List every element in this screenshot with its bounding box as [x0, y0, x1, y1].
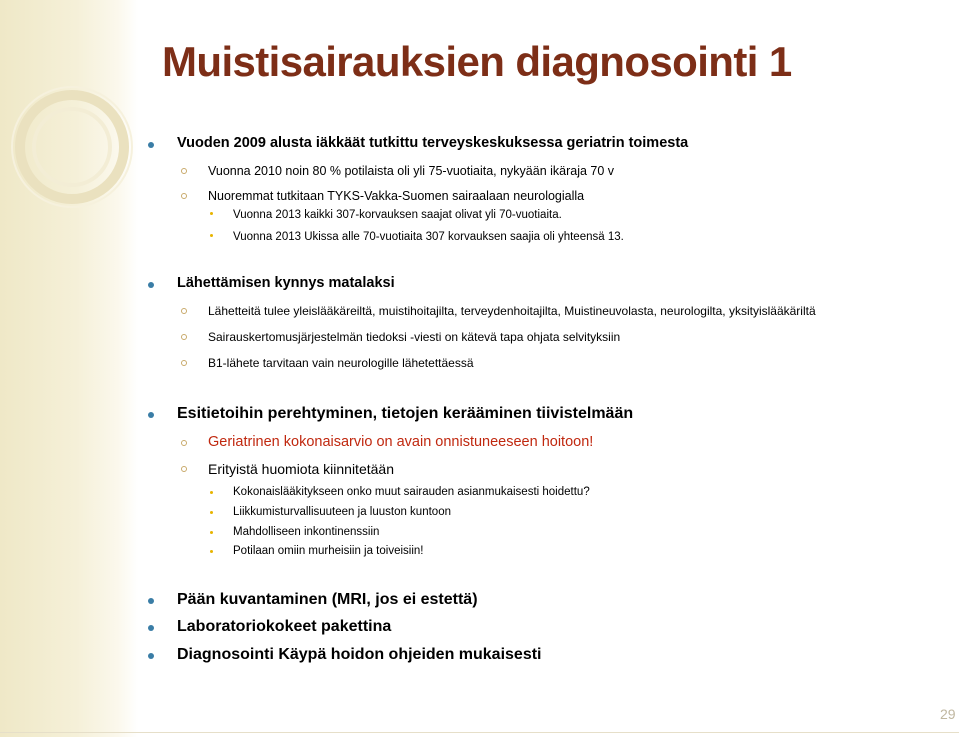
section1-item: Vuonna 2010 noin 80 % potilaista oli yli 75-vuotiaita, nykyään ikäraja 70 v: [208, 164, 615, 178]
bullet-level3: [210, 212, 213, 215]
section2-item: Lähetteitä tulee yleislääkäreiltä, muistihoitajilta, terveydenhoitajilta, Muistineuvolasta, neurologilta, yksityislääkäriltä: [208, 304, 816, 318]
bullet-level1: [148, 598, 154, 604]
section4-item: Diagnosointi Käypä hoidon ohjeiden mukaisesti: [177, 646, 542, 663]
section3-subitem: Potilaan omiin murheisiin ja toiveisiin!: [233, 545, 424, 557]
section1-item: Nuoremmat tutkitaan TYKS-Vakka-Suomen sairaalaan neurologialla: [208, 189, 585, 203]
section2-item: B1-lähete tarvitaan vain neurologille lähetettäessä: [208, 356, 474, 370]
section1-subitem: Vuonna 2013 kaikki 307-korvauksen saajat olivat yli 70-vuotiaita.: [233, 209, 562, 221]
bullet-level2: [181, 168, 187, 174]
section1-heading: Vuoden 2009 alusta iäkkäät tutkittu terveyskeskuksessa geriatrin toimesta: [177, 135, 689, 151]
section2-heading: Lähettämisen kynnys matalaksi: [177, 275, 395, 291]
bullet-level1: [148, 142, 154, 148]
bullet-level2: [181, 440, 187, 446]
bullet-level2: [181, 193, 187, 199]
bullet-level3: [210, 511, 213, 514]
bullet-level3: [210, 234, 213, 237]
section3-item: Erityistä huomiota kiinnitetään: [208, 461, 394, 477]
section1-subitem: Vuonna 2013 Ukissa alle 70-vuotiaita 307 korvauksen saajia oli yhteensä 13.: [233, 231, 624, 243]
section4-item: Laboratoriokokeet pakettina: [177, 618, 392, 635]
section3-heading: Esitietoihin perehtyminen, tietojen kerääminen tiivistelmään: [177, 405, 634, 422]
bullet-level3: [210, 531, 213, 534]
section3-subitem: Mahdolliseen inkontinenssiin: [233, 526, 380, 538]
bullet-level2: [181, 466, 187, 472]
page-number: 29: [940, 706, 956, 722]
slide-title: Muistisairauksien diagnosointi 1: [162, 38, 792, 85]
bullet-level1: [148, 625, 154, 631]
section4-item: Pään kuvantaminen (MRI, jos ei estettä): [177, 591, 478, 608]
bullet-level1: [148, 282, 154, 288]
bullet-level3: [210, 550, 213, 553]
bullet-level2: [181, 360, 187, 366]
section3-highlight-item: Geriatrinen kokonaisarvio on avain onnistuneeseen hoitoon!: [208, 434, 594, 450]
bullet-level2: [181, 308, 187, 314]
bullet-level1: [148, 412, 154, 418]
bullet-level3: [210, 491, 213, 494]
footer-divider: [0, 732, 959, 733]
bullet-level2: [181, 334, 187, 340]
section3-subitem: Kokonaislääkitykseen onko muut sairauden asianmukaisesti hoidettu?: [233, 486, 590, 498]
bullet-level1: [148, 653, 154, 659]
section3-subitem: Liikkumisturvallisuuteen ja luuston kuntoon: [233, 506, 451, 518]
section2-item: Sairauskertomusjärjestelmän tiedoksi -viesti on kätevä tapa ohjata selvityksiin: [208, 330, 621, 344]
